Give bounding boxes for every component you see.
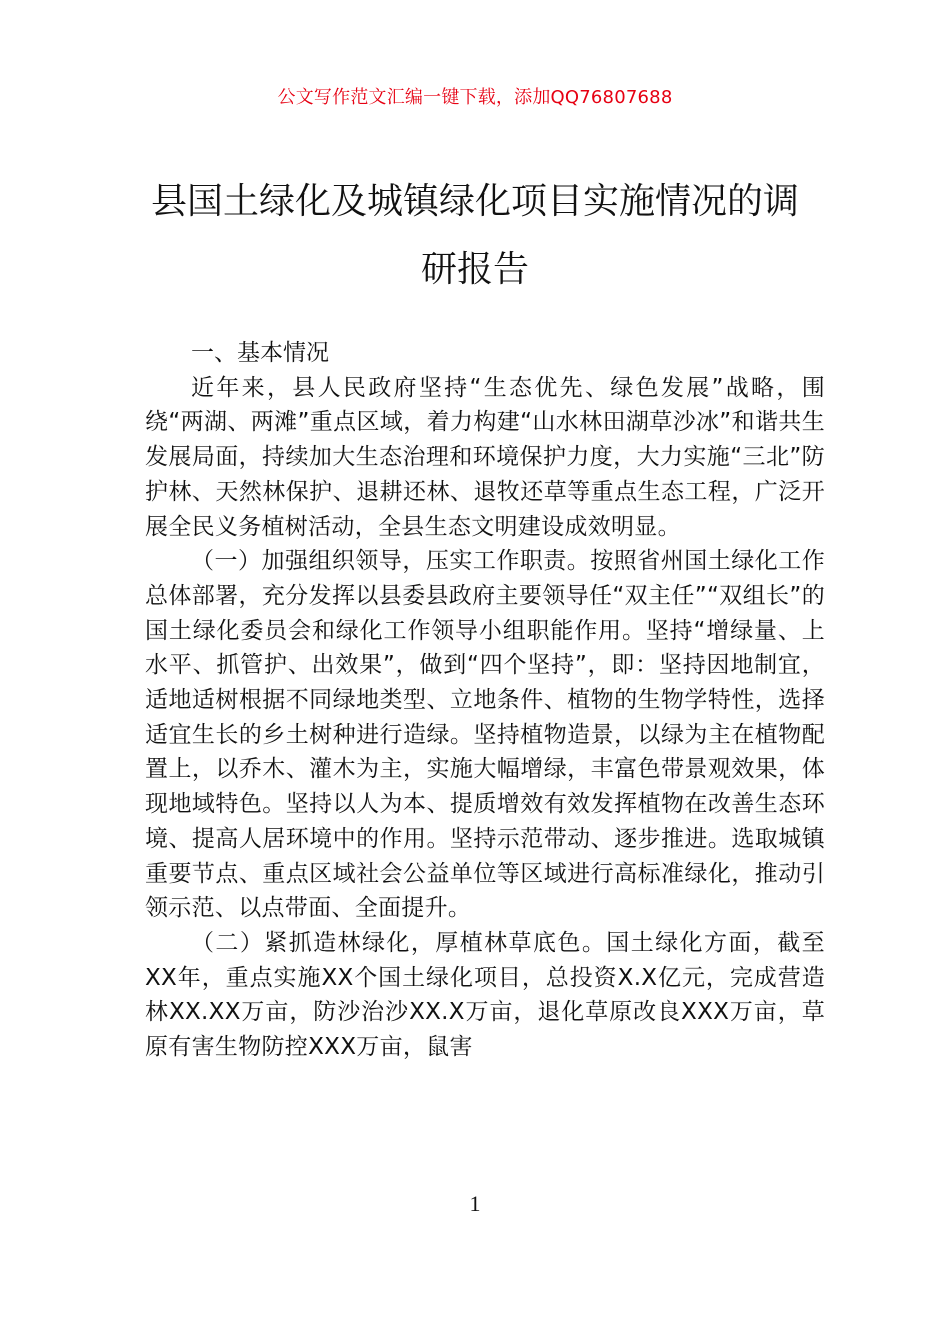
- document-title: [140, 168, 810, 304]
- document-body: [145, 336, 825, 1065]
- paragraph-organization: （一）加强组织领导，压实工作职责。按照省州国土绿化工作总体部署，充分发挥以县委县政府主要领导任“双主任”“双组长”的国土绿化委员会和绿化工作领导小组职能作用。坚持“增绿量、上水平、抓管护、出效果”，做到“四个坚持”，即：坚持因地制宜，适地适树根据不同绿地类型、立地条件、植物的生物学特性，选择适宜生长的乡土树种进行造绿。坚持植物造景，以绿为主在植物配置上，以乔木、灌木为主，实施大幅增绿，丰富色带景观效果，体现地域特色。坚持以人为本、提质增效有效发挥植物在改善生态环境、提高人居环境中的作用。坚持示范带动、逐步推进。选取城镇重要节点、重点区域社会公益单位等区域进行高标准绿化，推动引领示范、以点带面、全面提升。: [145, 548, 825, 922]
- section-heading-basic-info: 一、基本情况: [191, 340, 329, 366]
- paragraph-intro: 近年来，县人民政府坚持“生态优先、绿色发展”战略，围绕“两湖、两滩”重点区域，着力构建“山水林田湖草沙冰”和谐共生发展局面，持续加大生态治理和环境保护力度，大力实施“三北”防护林、天然林保护、退耕还林、退牧还草等重点生态工程，广泛开展全民义务植树活动，全县生态文明建设成效明显。: [145, 374, 825, 540]
- title-line-2: 研报告: [420, 249, 529, 290]
- paragraph-afforestation: （二）紧抓造林绿化，厚植林草底色。国土绿化方面，截至XX年，重点实施XX个国土绿化项目，总投资X.X亿元，完成营造林XX.XX万亩，防沙治沙XX.X万亩，退化草原改良XXX万亩，草原有害生物防控XXX万亩，鼠害: [145, 929, 825, 1061]
- title-line-1: 县国土绿化及城镇绿化项目实施情况的调: [150, 181, 799, 222]
- page-number: 1: [469, 1191, 481, 1216]
- promo-header: 公文写作范文汇编一键下载，添加QQ76807688: [277, 87, 673, 108]
